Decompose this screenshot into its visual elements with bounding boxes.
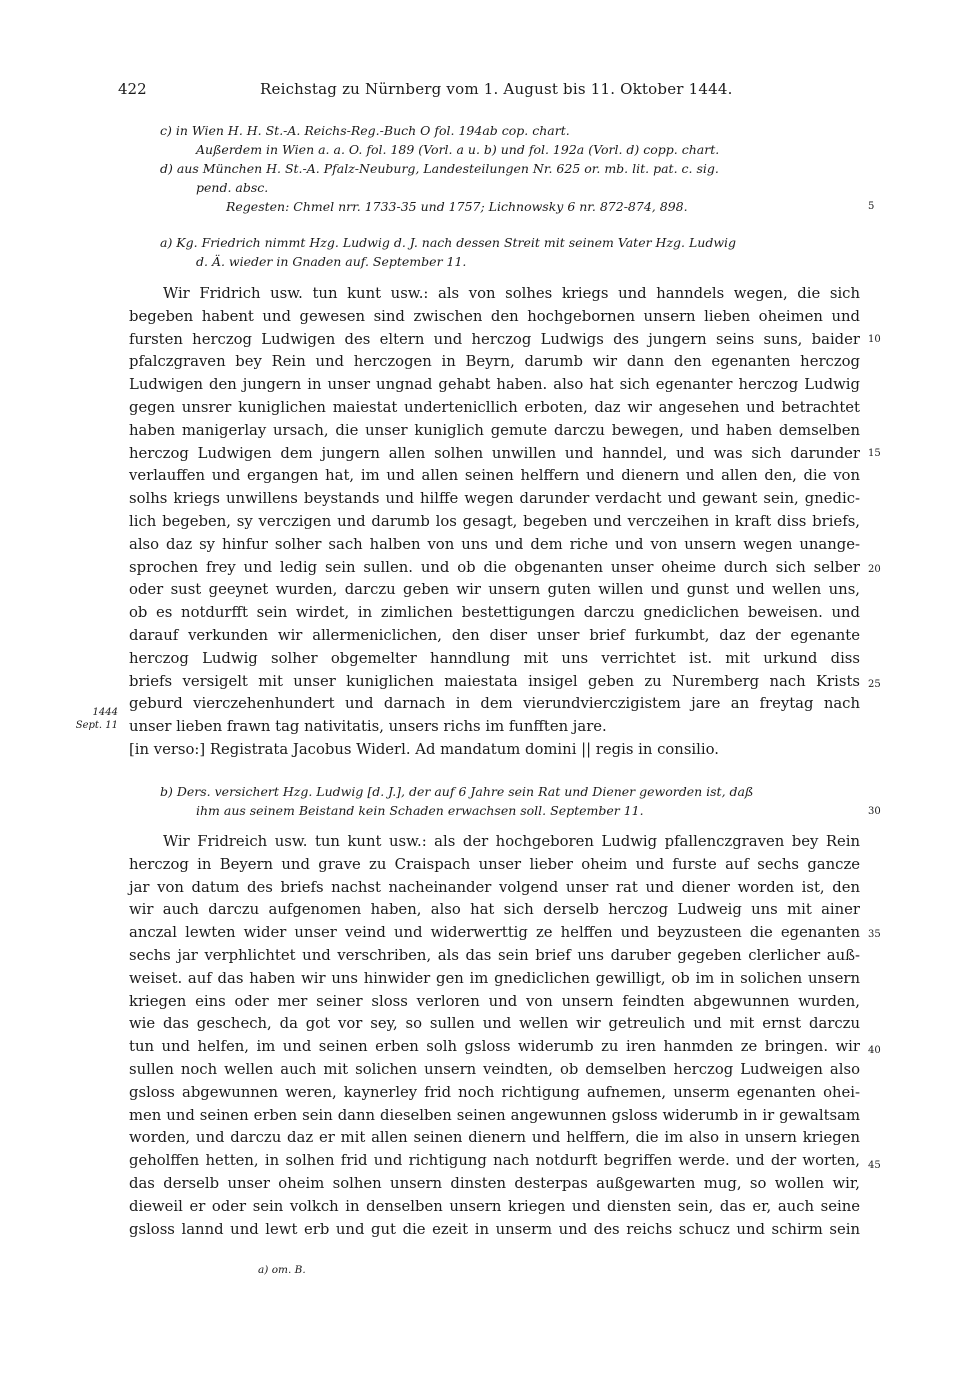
line-number: 15 [868,448,881,459]
text-line: worden, und darczu daz er mit allen seinen dienern und helffern, die im also in unsern kriegen [129,1129,860,1147]
heading-line: ihm aus seinem Beistand kein Schaden erwachsen soll. September 11. [196,803,644,818]
page-number: 422 [118,80,147,98]
text-line: also daz sy hinfur solher sach halben von uns und dem riche und von unsern wegen unange- [129,535,860,553]
section-a-heading [160,233,860,271]
text-line: darauf verkunden wir allermeniclichen, den diser unser brief furkumbt, daz der egenante [129,626,860,644]
text-line: fursten herczog Ludwigen des eltern und herczog Ludwigs des jungern seins suns, baider [129,330,860,348]
margin-year: 1444 [92,707,118,718]
text-line: tun und helfen, im und seinen erben solh gsloss widerumb zu iren hanmden ze bringen. wir [129,1038,860,1056]
section-a-text [129,283,860,762]
text-line: gsloss abgewunnen weren, kaynerley frid noch richtigung aufnemen, unserm egenanten ohei- [129,1083,860,1101]
text-line: wir auch darczu aufgenomen haben, also hat sich derselb herczog Ludweig uns mit ainer [129,901,860,919]
text-line: oder sust geeynet wurden, darczu geben wir unsern guten willen und gunst und wellen uns, [129,581,860,599]
line-number: 30 [868,806,881,817]
text-line: Ludwigen den jungern in unser ungnad gehabt haben. also hat sich egenanter herczog Ludwig [129,376,860,394]
text-line: das derselb unser oheim solhen unsern dinsten desterpas außgewarten mug, so wollen wir, [129,1174,860,1192]
margin-date [60,706,118,732]
text-line: unser lieben frawn tag nativitatis, unsers richs im funfften jare. [129,718,607,736]
line-number: 40 [868,1045,881,1056]
text-line: kriegen eins oder mer seiner sloss verloren und von unsern feindten abgewunnen wurden, [129,992,860,1010]
text-line: herczog Ludwigen dem jungern allen solhen unwillen und hanndel, und was sich darunder [129,444,860,462]
source-line: c) in Wien H. H. St.-A. Reichs-Reg.-Buch O fol. 194ab cop. chart. [160,123,570,138]
line-number: 10 [868,334,881,345]
margin-day: Sept. 11 [75,720,118,731]
footnote: a) om. B. [258,1264,306,1276]
text-line: begeben habent und gewesen sind zwischen den hochgebornen unsern lieben oheimen und [129,307,860,325]
text-line: Wir Fridreich usw. tun kunt usw.: als der hochgeboren Ludwig pfallenczgraven bey Rein [163,833,860,850]
section-b-heading [160,782,860,820]
regesten-line: Regesten: Chmel nrr. 1733-35 und 1757; Lichnowsky 6 nr. 872-874, 898. [226,199,688,214]
line-number: 45 [868,1160,881,1171]
text-line: solhs kriegs unwillens beystands und hilffe wegen darunder verdacht und gewant sein, gnedic- [129,490,860,508]
running-title: Reichstag zu Nürnberg vom 1. August bis 11. Oktober 1444. [260,80,733,98]
text-line: gegen unsrer kuniglichen maiestat undertenicllich erboten, daz wir angesehen und betrachtet [129,398,860,416]
line-number: 35 [868,929,881,940]
source-line: d) aus München H. St.-A. Pfalz-Neuburg, Landesteilungen Nr. 625 or. mb. lit. pat. c. sig. [160,161,719,176]
text-line: sprochen frey und ledig sein sullen. und ob die obgenanten unser oheime durch sich selber [129,558,860,576]
text-line: haben manigerlay ursach, die unser kuniglich gemute darczu bewegen, und haben demselben [129,421,860,439]
text-line: herczog Ludwig solher obgemelter hanndlung mit uns verrichtet ist. mit urkund diss [129,649,860,667]
text-line: wie das geschech, da got vor sey, so sullen und wellen wir getreulich und mit ernst darczu [129,1015,860,1033]
text-line: briefs versigelt mit unser kuniglichen maiestata insigel geben zu Nuremberg nach Krists [129,672,860,690]
text-line: sullen noch wellen auch mit solichen unsern veindten, ob demselben herczog Ludweigen also [129,1060,860,1078]
source-apparatus [160,121,860,216]
text-line: ob es notdurfft sein wirdet, in zimlichen bestettigungen darczu gnediclichen beweisen. und [129,604,860,622]
text-line: Wir Fridrich usw. tun kunt usw.: als von solhes kriegs und hanndels wegen, die sich [163,285,860,302]
text-line: geholffen hetten, in solhen frid und richtigung nach notdurft begriffen werde. und der worten, [129,1152,860,1170]
text-line: dieweil er oder sein volkch in denselben unsern kriegen und diensten sein, das er, auch seine [129,1197,860,1215]
text-line: lich begeben, sy verczigen und darumb los gesagt, begeben und verczeihen in kraft diss briefs, [129,512,860,530]
text-line: gsloss lannd und lewt erb und gut die ezeit in unserm und des reichs schucz und schirm sein [129,1220,860,1238]
verso-line: [in verso:] Registrata Jacobus Widerl. Ad mandatum domini || regis in consilio. [129,740,719,758]
heading-line: a) Kg. Friedrich nimmt Hzg. Ludwig d. J. nach dessen Streit mit seinem Vater Hzg. Ludwig [160,235,737,250]
line-number: 5 [868,201,875,212]
heading-line: d. Ä. wieder in Gnaden auf. September 11. [196,254,467,269]
text-line: anczal lewten wider unser veind und widerwerttig ze helffen und beyzusteen die egenanten [129,924,860,942]
text-line: verlauffen und ergangen hat, im und allen seinen helffern und dienern und allen den, die von [129,467,860,485]
line-number: 20 [868,564,881,575]
source-line: Außerdem in Wien a. a. O. fol. 189 (Vorl. a u. b) und fol. 192a (Vorl. d) copp. chart. [196,142,720,157]
text-line: sechs jar verphlichtet und verschriben, als das sein brief uns daruber gegeben clerlicher auß- [129,946,860,964]
text-line: pfalczgraven bey Rein und herczogen in Beyrn, darumb wir dann den egenanten herczog [129,353,860,371]
running-header [118,80,870,102]
text-line: geburd vierczehenhundert und darnach in dem vierundvierczigistem jare an freytag nach [129,695,860,713]
text-line: herczog in Beyern und grave zu Craispach unser lieber oheim und furste auf sechs gancze [129,855,860,873]
section-b-text [129,831,860,1241]
text-line: jar von datum des briefs nachst nacheinander volgend unser rat und diener worden ist, den [129,878,860,896]
text-line: men und seinen erben sein dann dieselben seinen angewunnen gsloss widerumb in ir gewaltsam [129,1106,860,1124]
source-line: pend. absc. [196,180,269,195]
line-number: 25 [868,679,881,690]
heading-line: b) Ders. versichert Hzg. Ludwig [d. J.], der auf 6 Jahre sein Rat und Diener geworden ist, daß [160,784,754,799]
text-line: weiset. auf das haben wir uns hinwider gen im gnediclichen gewilligt, ob im in solichen unsern [129,969,860,987]
